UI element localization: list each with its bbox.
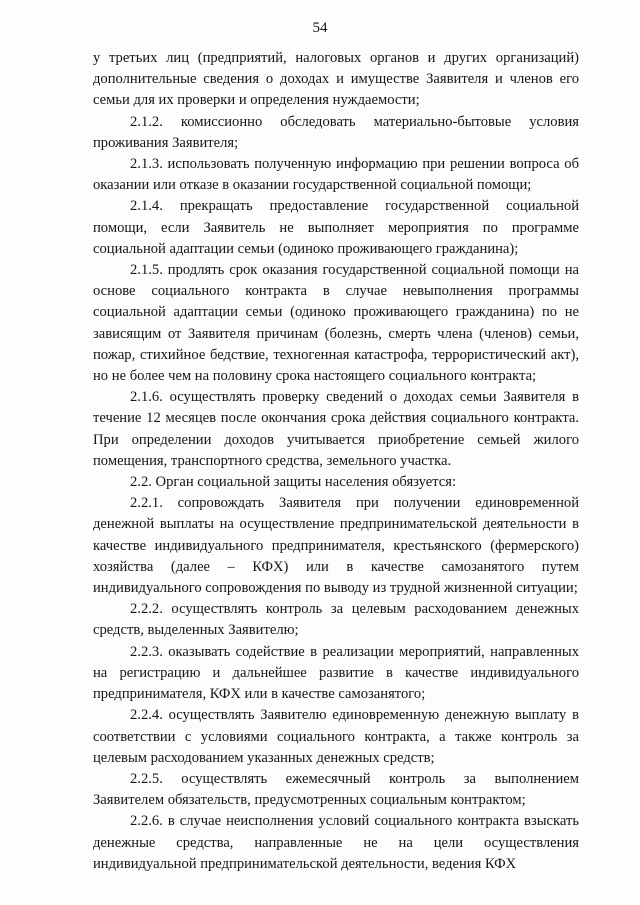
paragraph-2-1-2: 2.1.2. комиссионно обследовать материально-бытовые условия проживания Заявителя; <box>93 113 579 151</box>
paragraph-2-2: 2.2. Орган социальной защиты населения обязуется: <box>130 474 456 491</box>
paragraph-continuation: у третьих лиц (предприятий, налоговых органов и других организаций) дополнительные сведения о доходах и имуществе Заявителя и членов его семьи для их проверки и определения нуждаемости; <box>93 50 579 109</box>
paragraph-2-1-6: 2.1.6. осуществлять проверку сведений о доходах семьи Заявителя в течение 12 месяцев после окончания срока действия социального контракта. При определении доходов учитывается приобретение семьей жилого помещения, транспортного средства, земельного участка. <box>93 389 579 469</box>
paragraph-2-1-3: 2.1.3. использовать полученную информацию при решении вопроса об оказании или отказе в оказании государственной социальной помощи; <box>93 156 579 194</box>
paragraph-2-2-4: 2.2.4. осуществлять Заявителю единовременную денежную выплату в соответствии с условиями социального контракта, а также контроль за целевым расходованием указанных денежных средств; <box>93 707 579 766</box>
document-body <box>93 48 579 875</box>
paragraph-2-2-3: 2.2.3. оказывать содействие в реализации мероприятий, направленных на регистрацию и дальнейшее развитие в качестве индивидуального предпринимателя, КФХ или в качестве самозанятого; <box>93 643 579 703</box>
paragraph-2-1-5: 2.1.5. продлять срок оказания государственной социальной помощи на основе социального контракта в случае невыполнения программы социальной адаптации семьи (одиноко проживающего гражданина) по не зависящим от Заявителя причинам (болезнь, смерть члена (членов) семьи, пожар, стихийное бедствие, техногенная катастрофа, террористический акт), но не более чем на половину срока настоящего социального контракта; <box>93 262 579 385</box>
paragraph-2-2-1: 2.2.1. сопровождать Заявителя при получении единовременной денежной выплаты на осуществление предпринимательской деятельности в качестве индивидуального предпринимателя, крестьянского (фермерского) хозяйства (далее – КФХ) или в качестве самозанятого путем индивидуального сопровождения по выводу из трудной жизненной ситуации; <box>93 495 579 597</box>
page-number: 54 <box>312 20 328 36</box>
paragraph-2-2-5: 2.2.5. осуществлять ежемесячный контроль за выполнением Заявителем обязательств, предусмотренных социальным контрактом; <box>93 770 579 809</box>
paragraph-2-1-4: 2.1.4. прекращать предоставление государственной социальной помощи, если Заявитель не выполняет мероприятия по программе социальной адаптации семьи (одиноко проживающего гражданина); <box>93 198 579 257</box>
paragraph-2-2-2: 2.2.2. осуществлять контроль за целевым расходованием денежных средств, выделенных Заявителю; <box>93 601 579 639</box>
paragraph-2-2-6: 2.2.6. в случае неисполнения условий социального контракта взыскать денежные средства, направленные не на цели осуществления индивидуальной предпринимательской деятельности, ведения КФХ <box>93 813 579 872</box>
